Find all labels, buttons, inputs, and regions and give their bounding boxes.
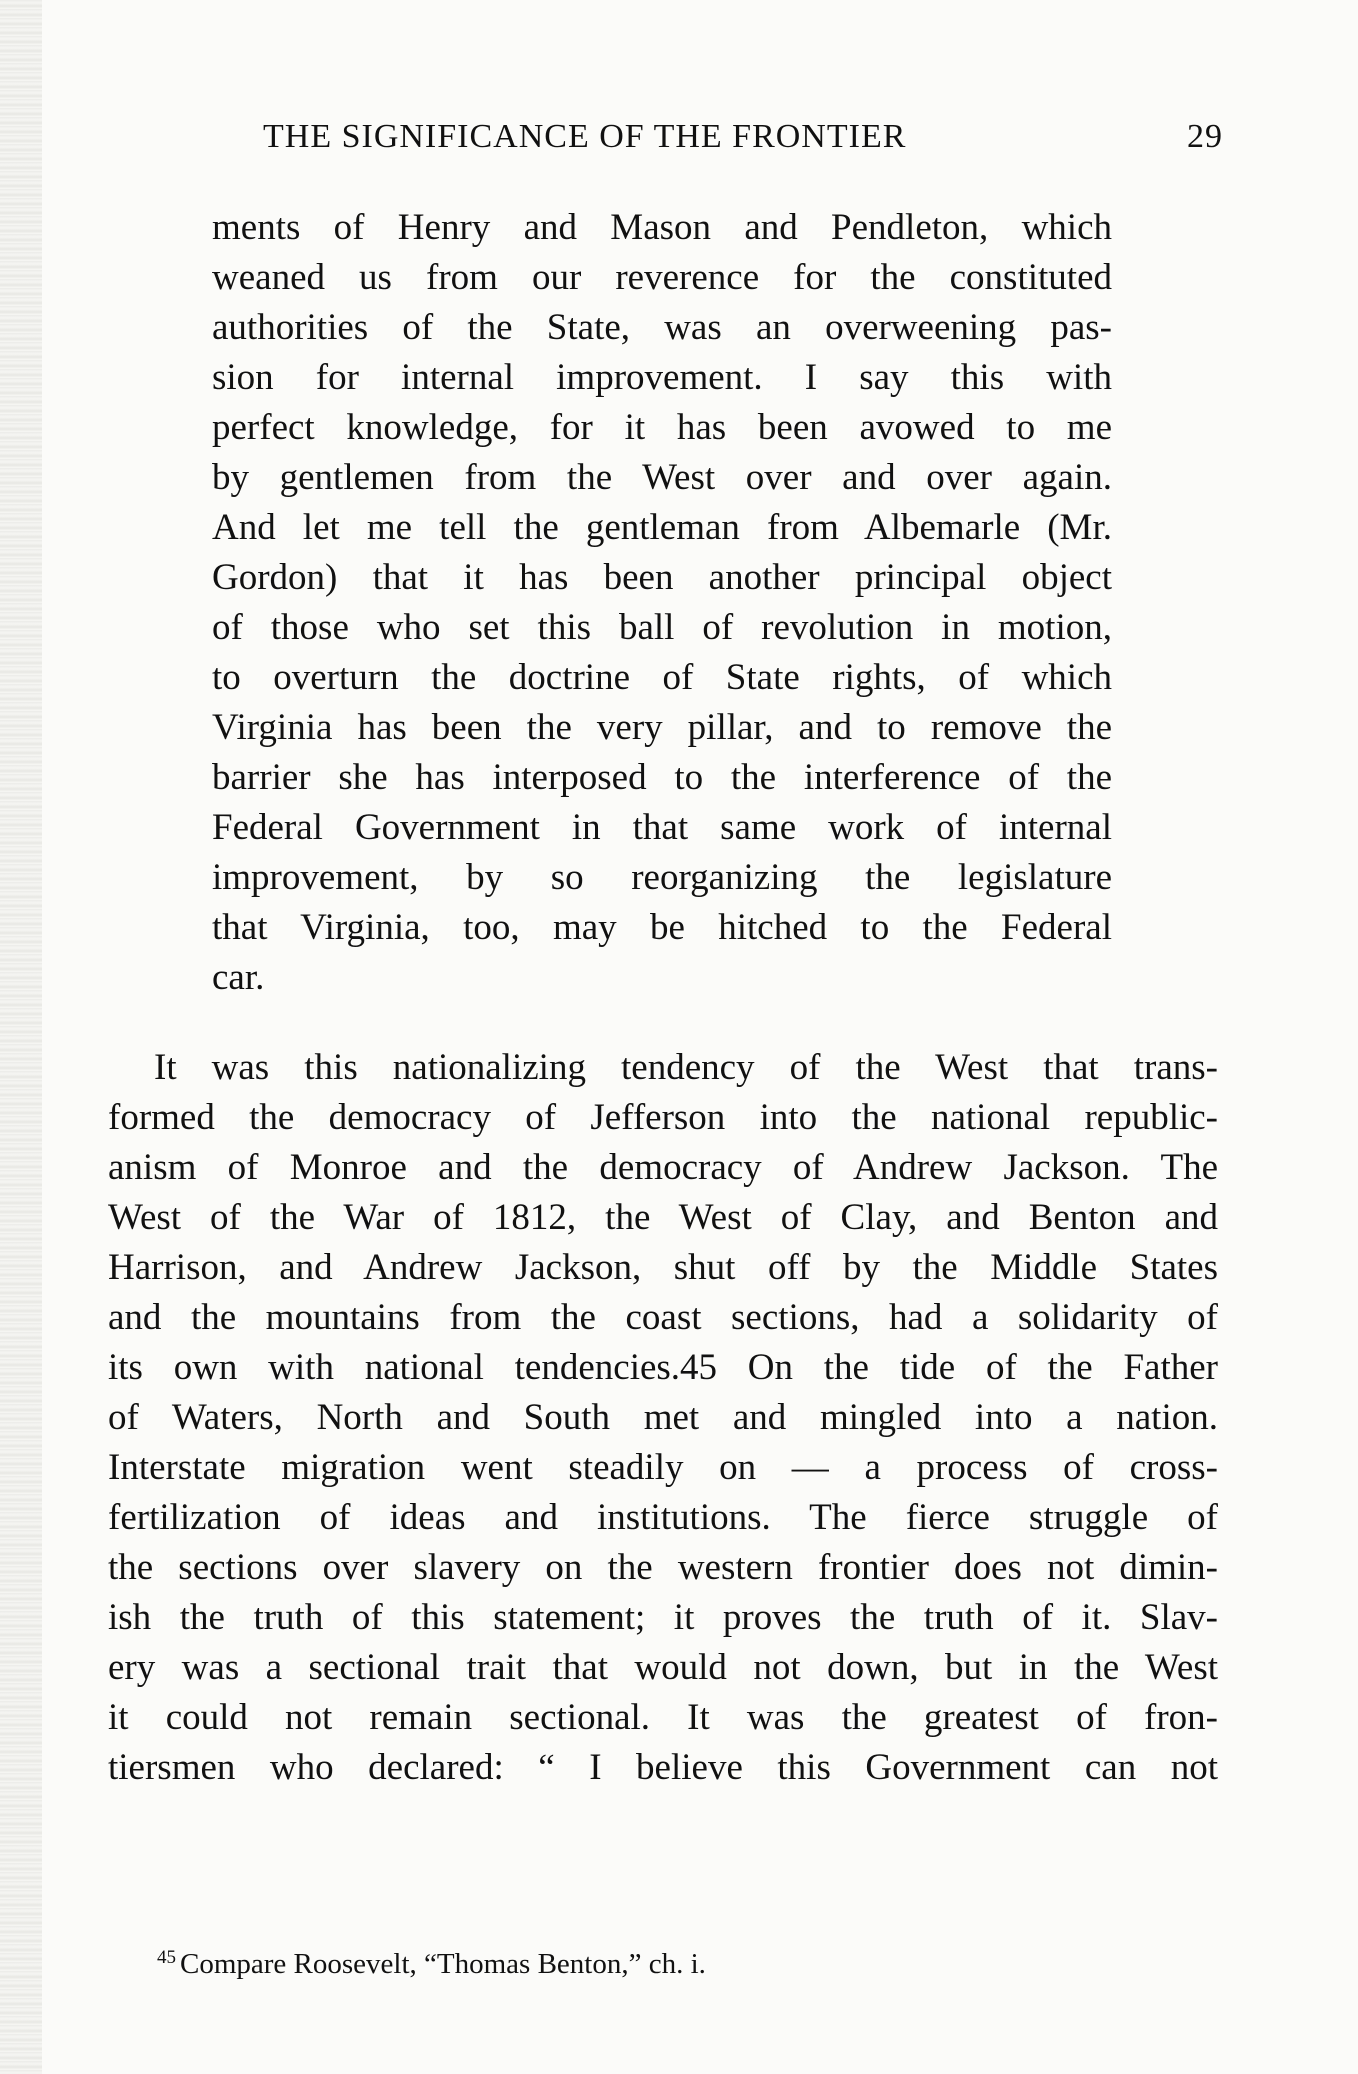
paragraph-line: fertilization of ideas and institutions. The fierce struggle of [108,1497,1218,1538]
quote-line: by gentlemen from the West over and over again. [212,457,1112,498]
quote-line: car. [212,957,265,998]
paragraph-line: Harrison, and Andrew Jackson, shut off by the Middle States [108,1247,1218,1288]
quote-line: Virginia has been the very pillar, and to remove the [212,707,1112,748]
paragraph-line: formed the democracy of Jefferson into the national republic- [108,1097,1218,1138]
quote-line: that Virginia, too, may be hitched to the Federal [212,907,1112,948]
paragraph-line: the sections over slavery on the western frontier does not dimin- [108,1547,1218,1588]
quote-line: to overturn the doctrine of State rights, of which [212,657,1112,698]
paragraph-line: tiersmen who declared: “ I believe this Government can not [108,1747,1218,1788]
quote-line: authorities of the State, was an overweening pas- [212,307,1112,348]
paragraph-line: of Waters, North and South met and mingled into a nation. [108,1397,1218,1438]
paragraph-line: anism of Monroe and the democracy of Andrew Jackson. The [108,1147,1218,1188]
page-left-edge [0,0,42,2074]
running-head [263,118,1223,166]
paragraph-line: West of the War of 1812, the West of Clay, and Benton and [108,1197,1218,1238]
quote-line: perfect knowledge, for it has been avowed to me [212,407,1112,448]
body-paragraph [108,1043,1218,1793]
paragraph-line: It was this nationalizing tendency of the West that trans- [154,1047,1218,1088]
paragraph-line: Interstate migration went steadily on — a process of cross- [108,1447,1218,1488]
footnote [157,1947,706,1981]
block-quote [212,203,1112,1003]
footnote-marker: 45 [157,1947,176,1968]
page-number: 29 [1187,118,1223,155]
quote-line: Federal Government in that same work of internal [212,807,1112,848]
quote-line: Gordon) that it has been another principal object [212,557,1112,598]
quote-line: of those who set this ball of revolution in motion, [212,607,1112,648]
paragraph-line: its own with national tendencies.45 On the tide of the Father [108,1347,1218,1388]
running-title: THE SIGNIFICANCE OF THE FRONTIER [263,118,907,155]
paragraph-line: and the mountains from the coast sections, had a solidarity of [108,1297,1218,1338]
quote-line: weaned us from our reverence for the constituted [212,257,1112,298]
paragraph-line: it could not remain sectional. It was the greatest of fron- [108,1697,1218,1738]
quote-line: And let me tell the gentleman from Albemarle (Mr. [212,507,1112,548]
paragraph-line: ish the truth of this statement; it proves the truth of it. Slav- [108,1597,1218,1638]
quote-line: sion for internal improvement. I say this with [212,357,1112,398]
quote-line: barrier she has interposed to the interference of the [212,757,1112,798]
footnote-text: Compare Roosevelt, “Thomas Benton,” ch. i. [180,1948,706,1980]
quote-line: improvement, by so reorganizing the legislature [212,857,1112,898]
paragraph-line: ery was a sectional trait that would not down, but in the West [108,1647,1218,1688]
quote-line: ments of Henry and Mason and Pendleton, which [212,207,1112,248]
